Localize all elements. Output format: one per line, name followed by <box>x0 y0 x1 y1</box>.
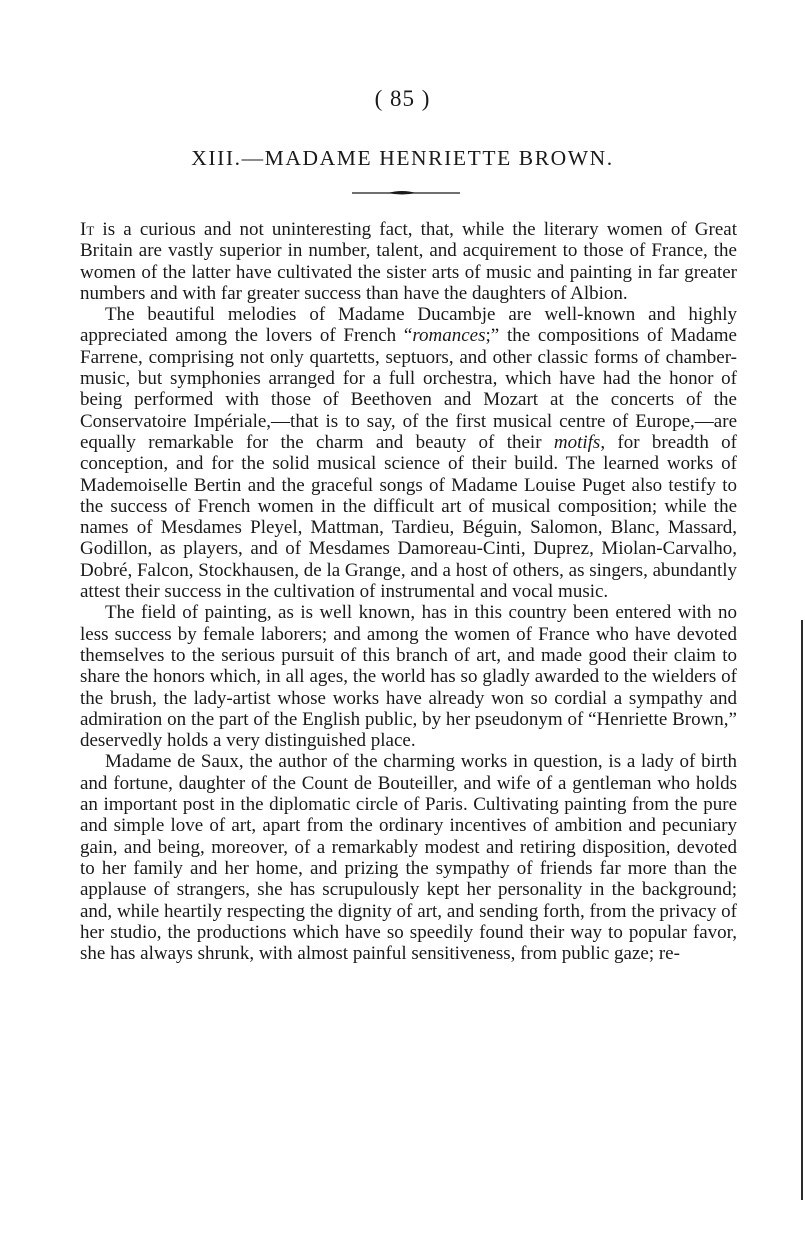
page-edge-shadow <box>801 620 803 1200</box>
paragraph-2-text-b: ;” the compositions of Madame Farrene, comprising not only quartetts, septuors, and other classic forms of chamber-music, but symphonies arranged for a full orchestra, which have had the honor of being performed with those of Beethoven and Mozart at the concerts of the Conservatoire Impériale,—that is to say, of the first musical centre of Europe,—are equally remarkable for the charm and beauty of their <box>80 325 737 453</box>
paragraph-2-italic-motifs: motifs <box>553 431 601 453</box>
chapter-title: XIII.—MADAME HENRIETTE BROWN. <box>191 146 614 170</box>
paragraph-4: Madame de Saux, the author of the charming works in question, is a lady of birth and fortune, daughter of the Count de Bouteiller, and wife of a gentleman who holds an important post in the diplomatic circle of Paris. Cultivating painting from the pure and simple love of art, apart from the ordinary incentives of ambition and pecuniary gain, and being, moreover, of a remarkably modest and retiring disposition, devoted to her family and her home, and prizing the sympathy of friends far more than the applause of strangers, she has scrupulously kept her personality in the background; and, while heartily respecting the dignity of art, and sending forth, from the privacy of her studio, the productions which have so speedily found their way to popular favor, she has always shrunk, with almost painful sensitiveness, from public gaze; re- <box>80 751 737 965</box>
body-text <box>80 219 737 964</box>
paragraph-1-text: is a curious and not uninteresting fact, that, while the literary women of Great Britain are vastly superior in number, talent, and acquirement to those of France, the women of the latter have cultivated the sister arts of music and painting in far greater numbers and with far greater success than have the daughters of Albion. <box>80 219 737 304</box>
paragraph-2 <box>80 304 737 602</box>
drop-lead-word: It <box>80 219 95 240</box>
title-ornament-rule <box>350 186 462 200</box>
paragraph-2-italic-romances: romances <box>412 325 486 347</box>
paragraph-3: The field of painting, as is well known, has in this country been entered with no less success by female laborers; and among the women of France who have devoted themselves to the serious pursuit of this branch of art, and made good their claim to share the honors which, in all ages, the world has so gladly awarded to the wielders of the brush, the lady-artist whose works have already won so cordial a sympathy and admiration on the part of the English public, by her pseudonym of “Henriette Brown,” deservedly holds a very distinguished place. <box>80 602 737 752</box>
paragraph-2-text-a: The beautiful melodies of Madame Ducambje are well-known and highly appreciated among the lovers of French “ <box>80 304 737 347</box>
paragraph-2-text-c: , for breadth of conception, and for the solid musical science of their build. The learned works of Mademoiselle Bertin and the graceful songs of Madame Louise Puget also testify to the success of French women in the difficult art of musical composition; while the names of Mesdames Pleyel, Mattman, Tardieu, Béguin, Salomon, Blanc, Massard, Godillon, as players, and of Mesdames Damoreau-Cinti, Duprez, Miolan-Carvalho, Dobré, Falcon, Stockhausen, de la Grange, and a host of others, as singers, abundantly attest their success in the cultivation of instrumental and vocal music. <box>80 431 737 603</box>
page-number: ( 85 ) <box>374 86 431 111</box>
paragraph-1 <box>80 219 737 304</box>
